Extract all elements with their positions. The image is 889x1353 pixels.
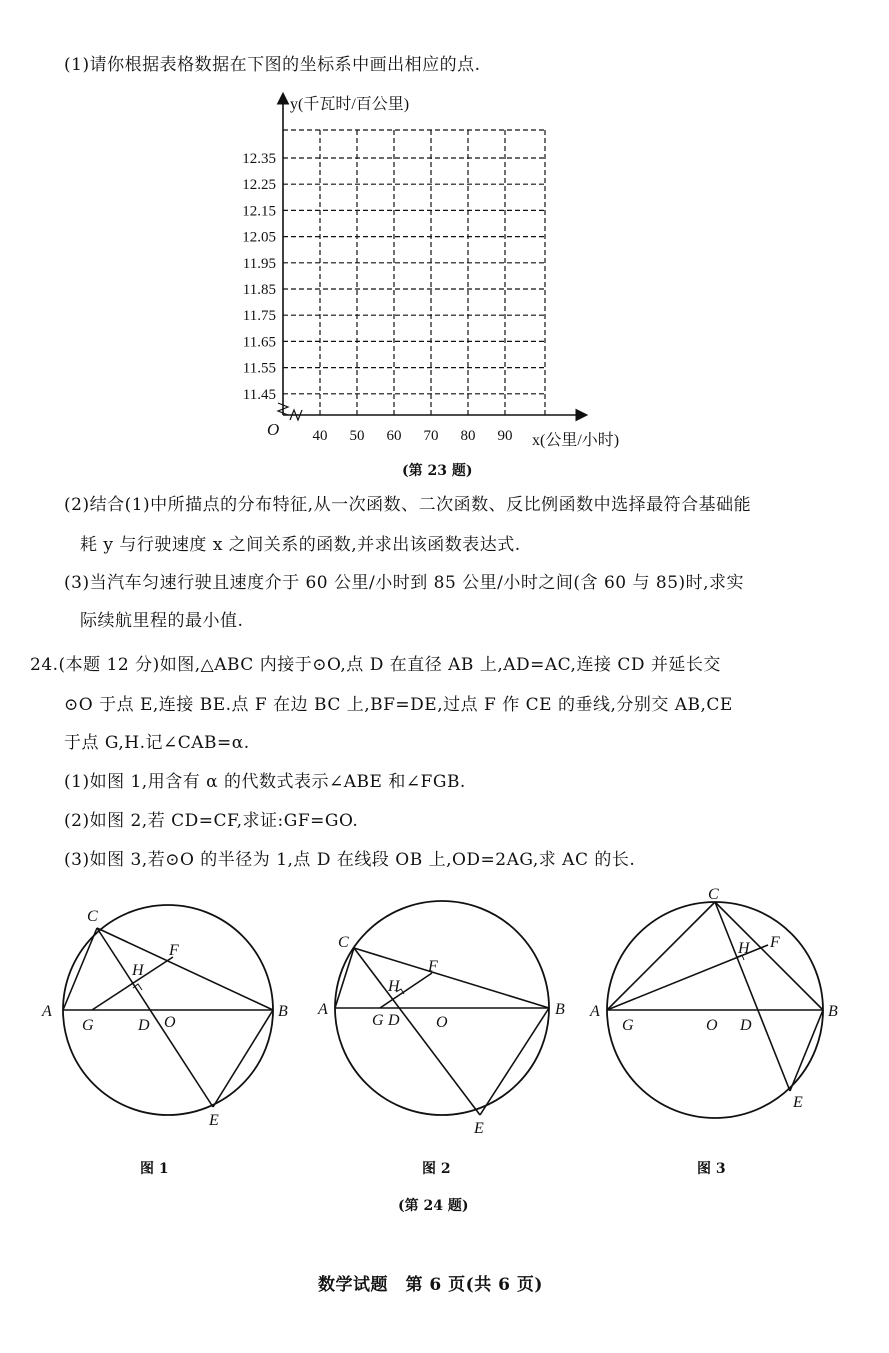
svg-text:C: C <box>708 886 719 903</box>
q23-part3-line2: 际续航里程的最小值. <box>80 611 244 631</box>
y-tick-label: 12.25 <box>242 177 276 194</box>
fig2-caption: 图 2 <box>422 1161 451 1177</box>
svg-text:C: C <box>338 934 349 951</box>
y-tick-label: 11.65 <box>242 334 276 351</box>
svg-text:B: B <box>555 1001 565 1018</box>
svg-text:O: O <box>706 1017 718 1034</box>
svg-text:E: E <box>793 1094 803 1111</box>
q24-figure-1 <box>30 885 300 1145</box>
x-tick-labels <box>313 428 513 444</box>
y-tick-label: 11.85 <box>242 282 276 298</box>
x-tick-label: 40 <box>312 428 328 444</box>
axis-break-x <box>290 410 302 420</box>
x-tick-label: 50 <box>349 428 365 444</box>
fig1-caption: 图 1 <box>140 1161 169 1177</box>
y-tick-labels <box>242 151 276 403</box>
svg-text:A: A <box>318 1001 328 1018</box>
origin-label: O <box>267 420 280 439</box>
y-tick-label: 11.95 <box>242 255 276 272</box>
page-footer: 数学试题 第 6 页(共 6 页) <box>318 1275 543 1295</box>
y-tick-label: 12.05 <box>242 229 276 246</box>
x-tick-label: 60 <box>386 428 402 444</box>
svg-text:E: E <box>209 1112 219 1129</box>
svg-text:H: H <box>388 978 400 995</box>
svg-text:C: C <box>87 908 98 925</box>
y-tick-label: 12.35 <box>242 151 276 167</box>
svg-text:O: O <box>164 1014 176 1031</box>
grid-lines <box>283 130 545 415</box>
y-tick-label: 12.15 <box>242 203 276 220</box>
x-axis-label: x(公里/小时) <box>532 432 620 449</box>
svg-text:B: B <box>828 1003 838 1020</box>
svg-text:F: F <box>169 942 179 959</box>
q24-part3: (3)如图 3,若⊙O 的半径为 1,点 D 在线段 OB 上,OD=2AG,求 AC 的长. <box>64 850 636 870</box>
y-tick-label: 11.55 <box>242 360 276 377</box>
axis-break-y <box>278 403 288 415</box>
q24-figure-3 <box>590 885 860 1145</box>
svg-text:H: H <box>738 940 750 957</box>
q24-line3: 于点 G,H.记∠CAB=α. <box>64 733 250 753</box>
fig3-caption: 图 3 <box>697 1161 726 1177</box>
svg-text:E: E <box>474 1120 484 1137</box>
q24-figure-2 <box>310 885 580 1145</box>
svg-text:G: G <box>372 1012 384 1029</box>
svg-text:B: B <box>278 1003 288 1020</box>
x-tick-label: 80 <box>460 428 476 444</box>
svg-text:O: O <box>436 1014 448 1031</box>
q23-coordinate-grid <box>220 85 620 455</box>
q24-line2: ⊙O 于点 E,连接 BE.点 F 在边 BC 上,BF=DE,过点 F 作 CE 的垂线,分别交 AB,CE <box>64 695 733 715</box>
q23-part2-line1: (2)结合(1)中所描点的分布特征,从一次函数、二次函数、反比例函数中选择最符合基础能 <box>64 495 752 515</box>
svg-text:A: A <box>42 1003 52 1020</box>
svg-text:F: F <box>428 958 438 975</box>
y-tick-label: 11.75 <box>242 308 276 325</box>
q23-part1: (1)请你根据表格数据在下图的坐标系中画出相应的点. <box>64 55 481 75</box>
q23-part2-line2: 耗 y 与行驶速度 x 之间关系的函数,并求出该函数表达式. <box>80 535 521 555</box>
y-tick-label: 11.45 <box>242 386 276 403</box>
svg-text:F: F <box>770 934 780 951</box>
y-axis-label: y(千瓦时/百公里) <box>290 96 410 113</box>
q24-part2: (2)如图 2,若 CD=CF,求证:GF=GO. <box>64 811 359 831</box>
q23-part3-line1: (3)当汽车匀速行驶且速度介于 60 公里/小时到 85 公里/小时之间(含 60 与 85)时,求实 <box>64 573 745 593</box>
svg-text:A: A <box>590 1003 600 1020</box>
svg-text:D: D <box>388 1012 400 1029</box>
q24-part1: (1)如图 1,用含有 α 的代数式表示∠ABE 和∠FGB. <box>64 772 466 792</box>
svg-text:D: D <box>138 1017 150 1034</box>
x-tick-label: 90 <box>497 428 513 444</box>
q24-figure-caption: (第 24 题) <box>398 1198 469 1214</box>
x-tick-label: 70 <box>423 428 439 444</box>
q23-figure-caption: (第 23 题) <box>402 463 473 479</box>
svg-text:G: G <box>622 1017 634 1034</box>
q24-line1: 24.(本题 12 分)如图,△ABC 内接于⊙O,点 D 在直径 AB 上,AD=AC,连接 CD 并延长交 <box>30 655 721 675</box>
svg-text:D: D <box>740 1017 752 1034</box>
svg-text:H: H <box>132 962 144 979</box>
svg-text:G: G <box>82 1017 94 1034</box>
